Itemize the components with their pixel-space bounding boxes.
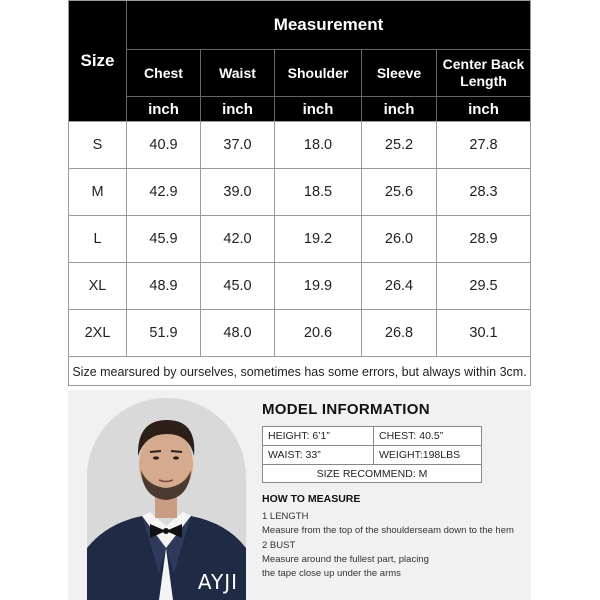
table-row-2xl	[69, 309, 530, 356]
shoulder-value: 19.9	[275, 263, 362, 309]
center-back-length-value: 30.1	[469, 325, 498, 341]
measure-item-bust-label: 2 BUST	[262, 540, 296, 551]
model-chest: CHEST: 40.5”	[379, 430, 444, 442]
model-info-title: MODEL INFORMATION	[262, 401, 430, 418]
waist-value: 37.0	[201, 122, 275, 168]
sleeve-value: 26.0	[362, 216, 437, 262]
center-back-length-value: 29.5	[469, 278, 498, 294]
table-row-l	[69, 215, 530, 262]
measure-item-length-label: 1 LENGTH	[262, 511, 309, 522]
sleeve-value: 26.4	[362, 263, 437, 309]
unit-waist: inch	[201, 97, 275, 121]
model-photo	[87, 398, 246, 600]
column-header-chest: Chest	[127, 50, 201, 97]
sleeve-value: 25.2	[362, 122, 437, 168]
chest-value: 51.9	[127, 310, 201, 356]
chest-value: 45.9	[127, 216, 201, 262]
unit-shoulder: inch	[275, 97, 362, 121]
size-label: 2XL	[69, 310, 127, 356]
size-label: XL	[69, 263, 127, 309]
column-header-center-back-length: Center Back Length	[437, 50, 530, 97]
sleeve-value: 25.6	[362, 169, 437, 215]
model-info-table	[262, 426, 482, 483]
waist-value: 39.0	[201, 169, 275, 215]
waist-value: 48.0	[201, 310, 275, 356]
size-column-header: Size	[69, 1, 127, 121]
table-row-xl	[69, 262, 530, 309]
sleeve-value: 26.8	[362, 310, 437, 356]
waist-value: 42.0	[201, 216, 275, 262]
chest-value: 42.9	[127, 169, 201, 215]
how-to-measure-title: HOW TO MEASURE	[262, 493, 361, 505]
waist-value: 45.0	[201, 263, 275, 309]
shoulder-value: 19.2	[275, 216, 362, 262]
size-label: L	[69, 216, 127, 262]
center-back-length-value: 27.8	[469, 137, 498, 153]
column-header-sleeve: Sleeve	[362, 50, 437, 97]
model-weight: WEIGHT:198LBS	[379, 449, 461, 461]
column-header-shoulder: Shoulder	[275, 50, 362, 97]
shoulder-value: 18.5	[275, 169, 362, 215]
measurement-header: Measurement	[127, 1, 530, 50]
chest-value: 40.9	[127, 122, 201, 168]
table-row-s	[69, 121, 530, 168]
size-label: S	[69, 122, 127, 168]
size-chart-header	[69, 1, 530, 121]
center-back-length-value: 28.9	[469, 231, 498, 247]
shoulder-value: 18.0	[275, 122, 362, 168]
table-divider	[373, 427, 374, 464]
measure-item-bust-text-1: Measure around the fullest part, placing	[262, 554, 429, 565]
unit-center-back-length: inch	[468, 100, 499, 118]
unit-sleeve: inch	[362, 97, 437, 121]
size-label: M	[69, 169, 127, 215]
chest-value: 48.9	[127, 263, 201, 309]
model-height: HEIGHT: 6’1”	[268, 430, 330, 442]
measure-item-bust-text-2: the tape close up under the arms	[262, 568, 401, 579]
shoulder-value: 20.6	[275, 310, 362, 356]
center-back-length-value: 28.3	[469, 184, 498, 200]
column-header-waist: Waist	[201, 50, 275, 97]
size-chart-table	[68, 0, 531, 386]
measure-item-length-text: Measure from the top of the shoulderseam down to the hem	[262, 525, 514, 536]
model-waist: WAIST: 33”	[268, 449, 321, 461]
measurement-disclaimer: Size mearsured by ourselves, sometimes has some errors, but always within 3cm.	[69, 356, 530, 386]
size-recommend: SIZE RECOMMEND: M	[316, 468, 428, 480]
table-row-m	[69, 168, 530, 215]
brand-logo: AYJI	[197, 570, 238, 594]
unit-chest: inch	[127, 97, 201, 121]
